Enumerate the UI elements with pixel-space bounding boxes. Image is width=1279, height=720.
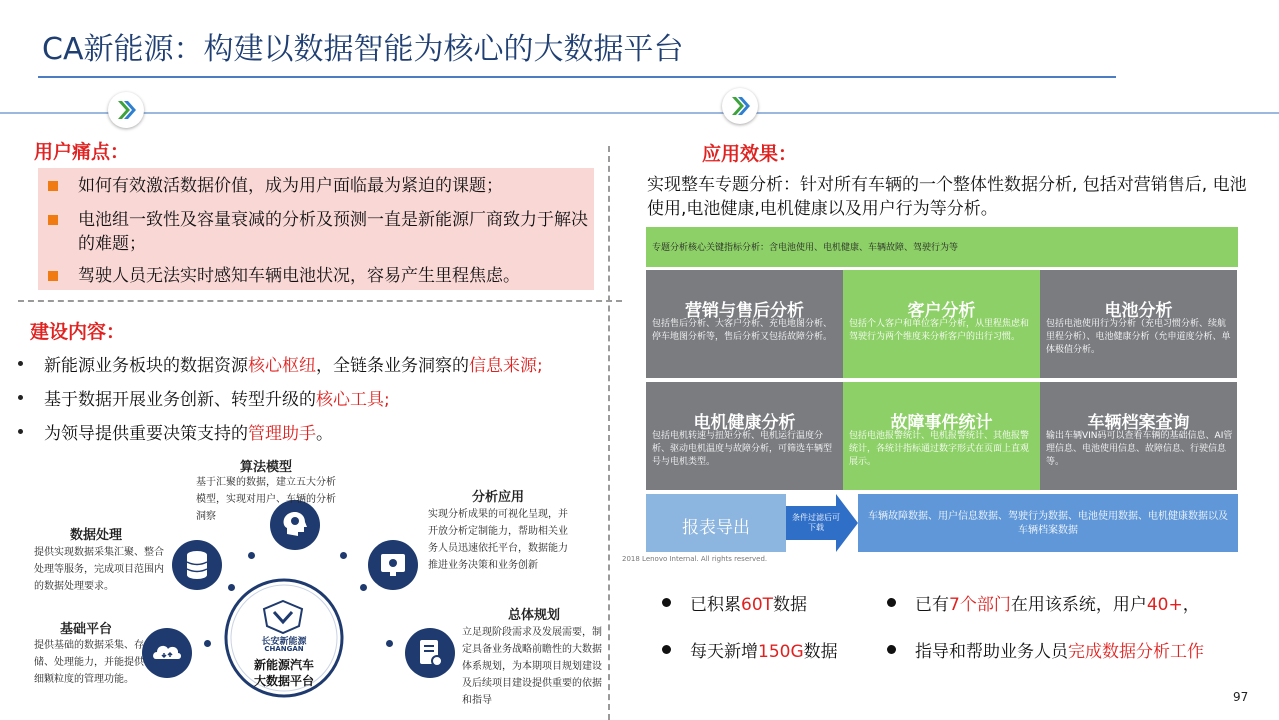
node-desc: 实现分析成果的可视化呈现，并开放分析定制能力，帮助相关业务人员迅速依托平台，数据能力推进业务决策和业务创新 (428, 509, 568, 571)
cloud-sync-icon (142, 628, 192, 678)
node-desc: 基于汇聚的数据，建立五大分析模型，实现对用户、车辆的分析洞察 (196, 477, 336, 522)
hub-label-line2: 大数据平台 (253, 674, 314, 688)
horizontal-divider (18, 300, 622, 302)
changan-logo (258, 600, 308, 634)
square-bullet-icon (48, 215, 58, 225)
node-title: 数据处理 (70, 528, 123, 543)
node-desc: 提供实现数据采集汇聚、整合处理等服务，完成项目范围内的数据处理要求。 (34, 547, 164, 592)
arrow-label: 条件过滤后可下载 (792, 513, 840, 532)
copyright: 2018 Lenovo Internal. All rights reserved. (622, 555, 768, 563)
connector-dot (248, 552, 255, 559)
square-bullet-icon (48, 181, 58, 191)
effect-heading: 应用效果： (702, 143, 798, 165)
node-title: 总体规划 (508, 608, 561, 623)
tile-fault: 故障事件统计 包括电池报警统计、电机报警统计、其他报警统计，各统计指标通过数字形式在页面上直观展示。 (843, 382, 1040, 490)
tile-motor: 电机健康分析 包括电机转速与扭矩分析、电机运行温度分析、驱动电机温度与故障分析，可筛选车辆型号与电机类型。 (646, 382, 843, 490)
node-desc: 提供基础的数据采集、存储、处理能力，并能提供细颗粒度的管理功能。 (34, 640, 144, 685)
build-heading: 建设内容： (30, 321, 126, 343)
pain-heading: 用户痛点： (34, 141, 130, 163)
hub-label-line1: 新能源汽车 (253, 658, 314, 672)
page-title: CA新能源：构建以数据智能为核心的大数据平台 (42, 32, 684, 67)
connector-dot (360, 584, 367, 591)
page-number: 97 (1233, 690, 1249, 704)
square-bullet-icon (48, 271, 58, 281)
connector-dot (204, 640, 211, 647)
effect-description: 实现整车专题分析：针对所有车辆的一个整体性数据分析, 包括对营销售后, 电池使用,电池健康,电机健康以及用户行为等分析。 (647, 175, 1247, 219)
pain-box: 如何有效激活数据价值，成为用户面临最为紧迫的课题； 电池组一致性及容量衰减的分析及预测一直是新能源厂商致力于解决的难题； 驾驶人员无法实时感知车辆电池状况，容易产生里程焦虑。 (38, 168, 594, 290)
chevron-right-icon (722, 88, 758, 124)
node-title: 基础平台 (60, 622, 113, 637)
tile-vehicle-archive: 车辆档案查询 输出车辆VIN码可以查看车辆的基础信息、AI管理信息、电池使用信息、故障信息、行驶信息等。 (1040, 382, 1237, 490)
brand-name-en: CHANGAN (264, 645, 304, 653)
vertical-divider (608, 146, 610, 720)
connector-dot (386, 640, 393, 647)
report-description: 车辆故障数据、用户信息数据、驾驶行为数据、电池使用数据、电机健康数据以及车辆档案数据 (858, 494, 1238, 552)
header-divider (0, 112, 1279, 114)
report-export: 报表导出 (646, 494, 786, 552)
connector-dot (340, 552, 347, 559)
brand-name: 长安新能源 (261, 637, 307, 647)
tile-customer: 客户分析 包括个人客户和单位客户分析，从里程焦虑和驾驶行为两个维度来分析客户的出行习惯。 (843, 270, 1040, 378)
node-title: 算法模型 (240, 460, 293, 475)
monitor-gear-icon (368, 540, 418, 590)
node-desc: 立足现阶段需求及发展需要，制定具备业务战略前瞻性的大数据体系规划，为本期项目规划建设及后续项目建设提供重要的依据和指导 (462, 627, 602, 706)
tile-marketing: 营销与售后分析 包括售后分析、大客户分析、充电地图分析、停车地图分析等，售后分析又包括故障分析。 (646, 270, 843, 378)
chevron-right-icon (108, 92, 144, 128)
kpi-bar: 专题分析核心关键指标分析：含电池使用、电机健康、车辆故障、驾驶行为等 (646, 227, 1238, 267)
node-title: 分析应用 (472, 490, 525, 505)
tile-battery: 电池分析 包括电池使用行为分析（充电习惯分析、续航里程分析）、电池健康分析（允申道度分析、单体极值分析。 (1040, 270, 1237, 378)
connector-dot (228, 584, 235, 591)
database-icon (172, 540, 222, 590)
title-underline (38, 76, 1116, 78)
document-gear-icon (405, 628, 455, 678)
